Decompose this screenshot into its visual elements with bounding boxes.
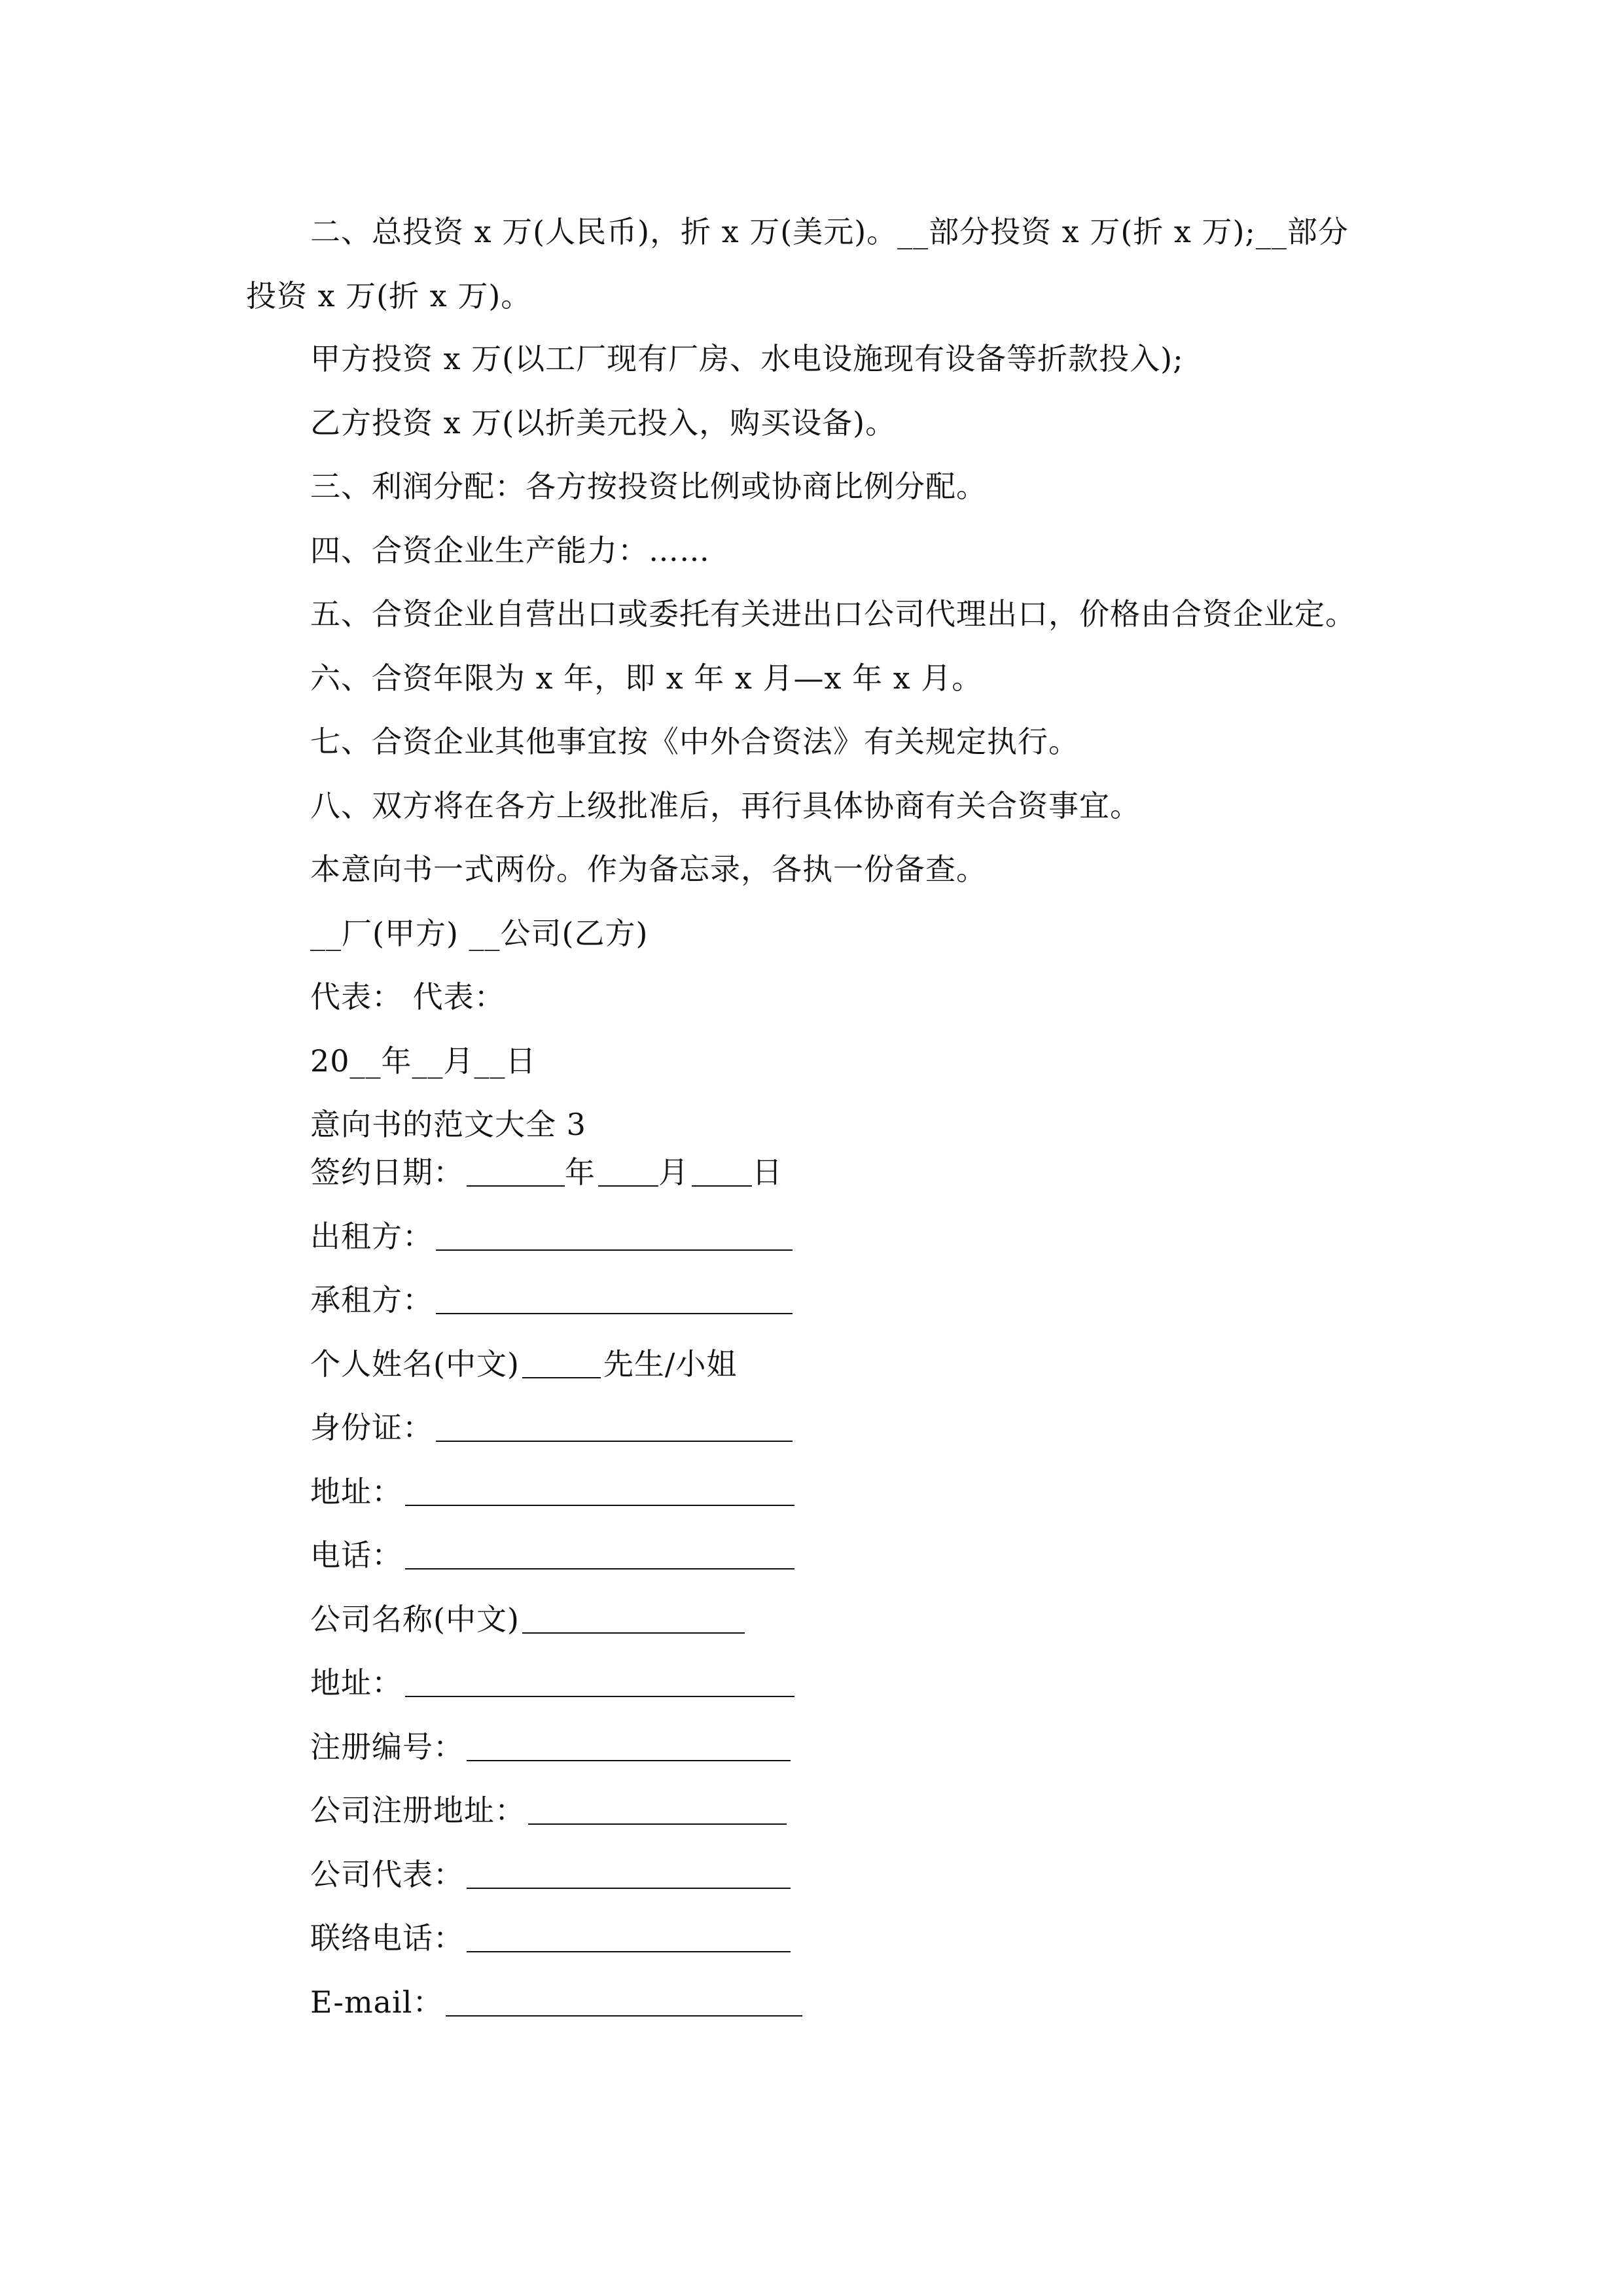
address-field-2[interactable] — [405, 1670, 794, 1697]
company-name-label: 公司名称(中文) — [310, 1601, 520, 1637]
lessor-row — [310, 1205, 1357, 1269]
phone-field[interactable] — [405, 1542, 794, 1570]
personal-name-row — [310, 1333, 1357, 1397]
lessor-label: 出租方： — [310, 1218, 433, 1254]
address-label-2: 地址： — [310, 1665, 402, 1700]
sign-year-field[interactable] — [467, 1159, 565, 1187]
address-field-1[interactable] — [405, 1479, 794, 1506]
lessee-label: 承租方： — [310, 1282, 433, 1318]
month-label: 月 — [658, 1155, 689, 1190]
section-title: 意向书的范文大全 3 — [310, 1107, 586, 1142]
reg-no-field[interactable] — [467, 1734, 791, 1761]
email-row — [310, 1971, 1357, 2035]
reg-address-field[interactable] — [528, 1797, 787, 1825]
line-copies: 本意向书一式两份。作为备忘录，各执一份备查。 — [310, 852, 987, 887]
sign-day-field[interactable] — [692, 1159, 752, 1187]
reg-address-row — [310, 1779, 1357, 1843]
sign-date-label: 签约日期： — [310, 1155, 464, 1190]
reg-no-row — [310, 1715, 1357, 1780]
company-name-field[interactable] — [522, 1606, 745, 1634]
company-name-row — [310, 1588, 1357, 1652]
line-party-b-investment: 乙方投资 x 万(以折美元投入，购买设备)。 — [310, 404, 897, 440]
personal-name-label: 个人姓名(中文) — [310, 1346, 520, 1382]
id-card-label: 身份证： — [310, 1410, 433, 1445]
line-production-capacity: 四、合资企业生产能力：…… — [310, 532, 710, 568]
title-suffix: 先生/小姐 — [603, 1346, 738, 1382]
line-date: 20__年__月__日 — [310, 1043, 537, 1079]
reg-no-label: 注册编号： — [310, 1729, 464, 1765]
company-rep-field[interactable] — [467, 1861, 791, 1889]
lessee-field[interactable] — [436, 1287, 793, 1314]
reg-address-label: 公司注册地址： — [310, 1793, 526, 1828]
sign-month-field[interactable] — [598, 1159, 658, 1187]
line-party-a-investment: 甲方投资 x 万(以工厂现有厂房、水电设施现有设备等折款投入); — [310, 341, 1184, 376]
id-card-field[interactable] — [436, 1414, 793, 1442]
contact-phone-label: 联络电话： — [310, 1920, 464, 1956]
day-label: 日 — [752, 1155, 783, 1190]
address-label-1: 地址： — [310, 1473, 402, 1509]
id-card-row — [310, 1396, 1357, 1460]
year-label: 年 — [565, 1155, 596, 1190]
investment-paragraph: 二、总投资 x 万(人民币)，折 x 万(美元)。__部分投资 x 万(折 x 万);__部分投资 x 万(折 x 万)。 — [246, 214, 1349, 314]
company-rep-row — [310, 1843, 1357, 1907]
address-row-2 — [310, 1651, 1357, 1715]
intent-letter-body — [246, 200, 1378, 328]
line-representatives: 代表： 代表： — [310, 979, 505, 1014]
personal-name-field[interactable] — [522, 1351, 601, 1378]
line-export: 五、合资企业自营出口或委托有关进出口公司代理出口，价格由合资企业定。 — [310, 596, 1356, 632]
line-profit-distribution: 三、利润分配：各方按投资比例或协商比例分配。 — [310, 469, 987, 504]
lessor-field[interactable] — [436, 1223, 793, 1251]
email-field[interactable] — [446, 1989, 802, 2017]
line-other-matters: 七、合资企业其他事宜按《中外合资法》有关规定执行。 — [310, 724, 1079, 759]
address-row-1 — [310, 1460, 1357, 1524]
company-rep-label: 公司代表： — [310, 1856, 464, 1892]
lessee-row — [310, 1268, 1357, 1333]
contact-phone-field[interactable] — [467, 1925, 791, 1952]
lease-form — [310, 1141, 1357, 2034]
sign-date-row — [310, 1141, 1357, 1205]
email-label: E-mail： — [310, 1984, 444, 2020]
contact-phone-row — [310, 1907, 1357, 1971]
phone-label: 电话： — [310, 1537, 402, 1573]
agreement-lines — [310, 341, 1357, 1157]
line-parties: __厂(甲方) __公司(乙方) — [310, 915, 649, 951]
phone-row — [310, 1524, 1357, 1588]
line-term: 六、合资年限为 x 年，即 x 年 x 月—x 年 x 月。 — [310, 660, 983, 696]
line-approval: 八、双方将在各方上级批准后，再行具体协商有关合资事宜。 — [310, 787, 1141, 823]
